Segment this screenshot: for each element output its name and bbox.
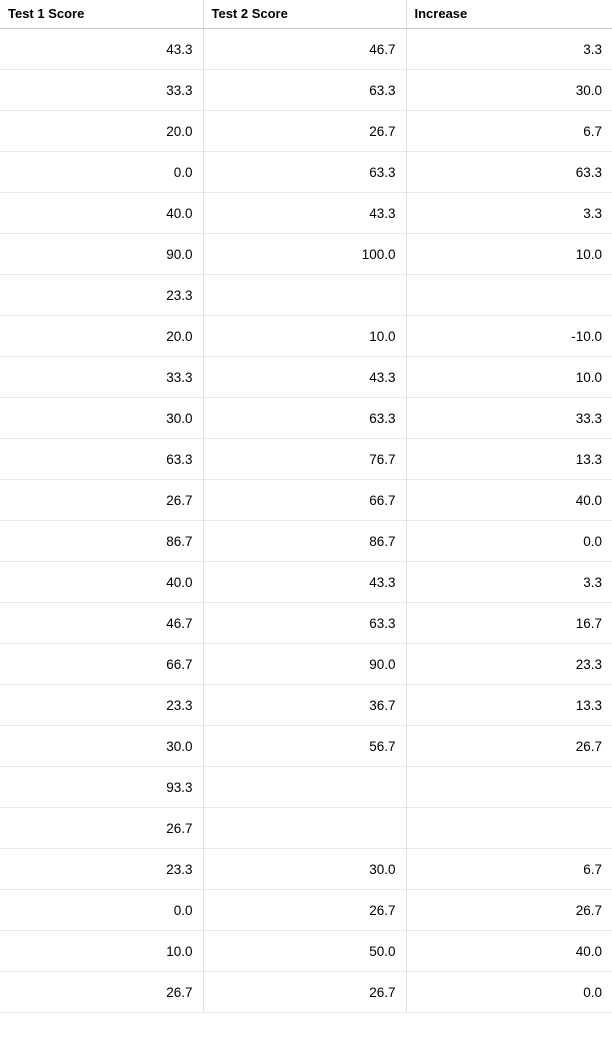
table-cell: 90.0 bbox=[0, 234, 203, 275]
table-cell: 10.0 bbox=[203, 316, 406, 357]
table-cell: 63.3 bbox=[203, 603, 406, 644]
table-cell: 26.7 bbox=[203, 111, 406, 152]
table-cell: 26.7 bbox=[0, 480, 203, 521]
table-cell: 26.7 bbox=[406, 726, 612, 767]
table-row bbox=[0, 931, 612, 972]
table-cell: 66.7 bbox=[203, 480, 406, 521]
table-cell: 46.7 bbox=[0, 603, 203, 644]
table-cell: 16.7 bbox=[406, 603, 612, 644]
table-cell: 30.0 bbox=[406, 70, 612, 111]
table-cell: 50.0 bbox=[203, 931, 406, 972]
table-cell: 26.7 bbox=[0, 972, 203, 1013]
table-row bbox=[0, 480, 612, 521]
table-cell bbox=[203, 808, 406, 849]
table-cell: 0.0 bbox=[406, 972, 612, 1013]
column-header-increase: Increase bbox=[406, 0, 612, 29]
table-row bbox=[0, 316, 612, 357]
table-cell: 0.0 bbox=[0, 890, 203, 931]
table-cell: 23.3 bbox=[0, 849, 203, 890]
table-row bbox=[0, 521, 612, 562]
table-cell: 3.3 bbox=[406, 562, 612, 603]
table-cell: 30.0 bbox=[203, 849, 406, 890]
table-cell: 100.0 bbox=[203, 234, 406, 275]
table-cell: 90.0 bbox=[203, 644, 406, 685]
table-cell: 63.3 bbox=[203, 70, 406, 111]
table-row bbox=[0, 398, 612, 439]
table-cell: 43.3 bbox=[203, 193, 406, 234]
table-cell: 26.7 bbox=[406, 890, 612, 931]
table-cell: 63.3 bbox=[203, 398, 406, 439]
table-row bbox=[0, 808, 612, 849]
table-row bbox=[0, 603, 612, 644]
table-cell bbox=[203, 275, 406, 316]
column-header-test-1-score: Test 1 Score bbox=[0, 0, 203, 29]
table-cell bbox=[406, 275, 612, 316]
table-row bbox=[0, 29, 612, 70]
table-row bbox=[0, 849, 612, 890]
table-cell: 33.3 bbox=[0, 357, 203, 398]
column-header-test-2-score: Test 2 Score bbox=[203, 0, 406, 29]
table-cell: 13.3 bbox=[406, 439, 612, 480]
table-row bbox=[0, 357, 612, 398]
table-cell: 0.0 bbox=[406, 521, 612, 562]
table-row bbox=[0, 767, 612, 808]
table-cell: 23.3 bbox=[406, 644, 612, 685]
table-cell: 66.7 bbox=[0, 644, 203, 685]
table-cell: 56.7 bbox=[203, 726, 406, 767]
table-row bbox=[0, 972, 612, 1013]
table-cell: 3.3 bbox=[406, 29, 612, 70]
table-cell: 36.7 bbox=[203, 685, 406, 726]
table-cell: 20.0 bbox=[0, 111, 203, 152]
table-row bbox=[0, 275, 612, 316]
table-row bbox=[0, 111, 612, 152]
table-cell: 63.3 bbox=[203, 152, 406, 193]
table-cell: 76.7 bbox=[203, 439, 406, 480]
table-cell: -10.0 bbox=[406, 316, 612, 357]
table-cell: 33.3 bbox=[406, 398, 612, 439]
table-cell: 26.7 bbox=[0, 808, 203, 849]
table-cell: 46.7 bbox=[203, 29, 406, 70]
table-cell: 13.3 bbox=[406, 685, 612, 726]
table-row bbox=[0, 439, 612, 480]
table-row bbox=[0, 562, 612, 603]
table-cell: 40.0 bbox=[406, 480, 612, 521]
table-cell: 43.3 bbox=[0, 29, 203, 70]
table-cell: 20.0 bbox=[0, 316, 203, 357]
table-cell: 6.7 bbox=[406, 849, 612, 890]
table-cell: 86.7 bbox=[0, 521, 203, 562]
table-cell: 23.3 bbox=[0, 275, 203, 316]
table-cell: 63.3 bbox=[0, 439, 203, 480]
table-cell: 43.3 bbox=[203, 562, 406, 603]
table-cell bbox=[406, 767, 612, 808]
table-row bbox=[0, 152, 612, 193]
table-cell: 26.7 bbox=[203, 972, 406, 1013]
table-cell: 40.0 bbox=[0, 193, 203, 234]
table-cell: 63.3 bbox=[406, 152, 612, 193]
table-body bbox=[0, 29, 612, 1013]
table-cell: 23.3 bbox=[0, 685, 203, 726]
table-cell: 43.3 bbox=[203, 357, 406, 398]
table-row bbox=[0, 70, 612, 111]
table-cell: 26.7 bbox=[203, 890, 406, 931]
table-cell: 6.7 bbox=[406, 111, 612, 152]
table-cell: 93.3 bbox=[0, 767, 203, 808]
table-cell: 10.0 bbox=[406, 234, 612, 275]
table-cell: 30.0 bbox=[0, 726, 203, 767]
table-cell bbox=[406, 808, 612, 849]
table-cell: 0.0 bbox=[0, 152, 203, 193]
table-cell: 33.3 bbox=[0, 70, 203, 111]
table-row bbox=[0, 685, 612, 726]
table-cell bbox=[203, 767, 406, 808]
table-cell: 30.0 bbox=[0, 398, 203, 439]
table-cell: 40.0 bbox=[0, 562, 203, 603]
table-row bbox=[0, 890, 612, 931]
table-header bbox=[0, 0, 612, 29]
table-cell: 40.0 bbox=[406, 931, 612, 972]
table-cell: 10.0 bbox=[0, 931, 203, 972]
table-header-row bbox=[0, 0, 612, 29]
table-row bbox=[0, 193, 612, 234]
table-cell: 86.7 bbox=[203, 521, 406, 562]
table-row bbox=[0, 644, 612, 685]
table-cell: 3.3 bbox=[406, 193, 612, 234]
table-row bbox=[0, 234, 612, 275]
table-cell: 10.0 bbox=[406, 357, 612, 398]
table-row bbox=[0, 726, 612, 767]
